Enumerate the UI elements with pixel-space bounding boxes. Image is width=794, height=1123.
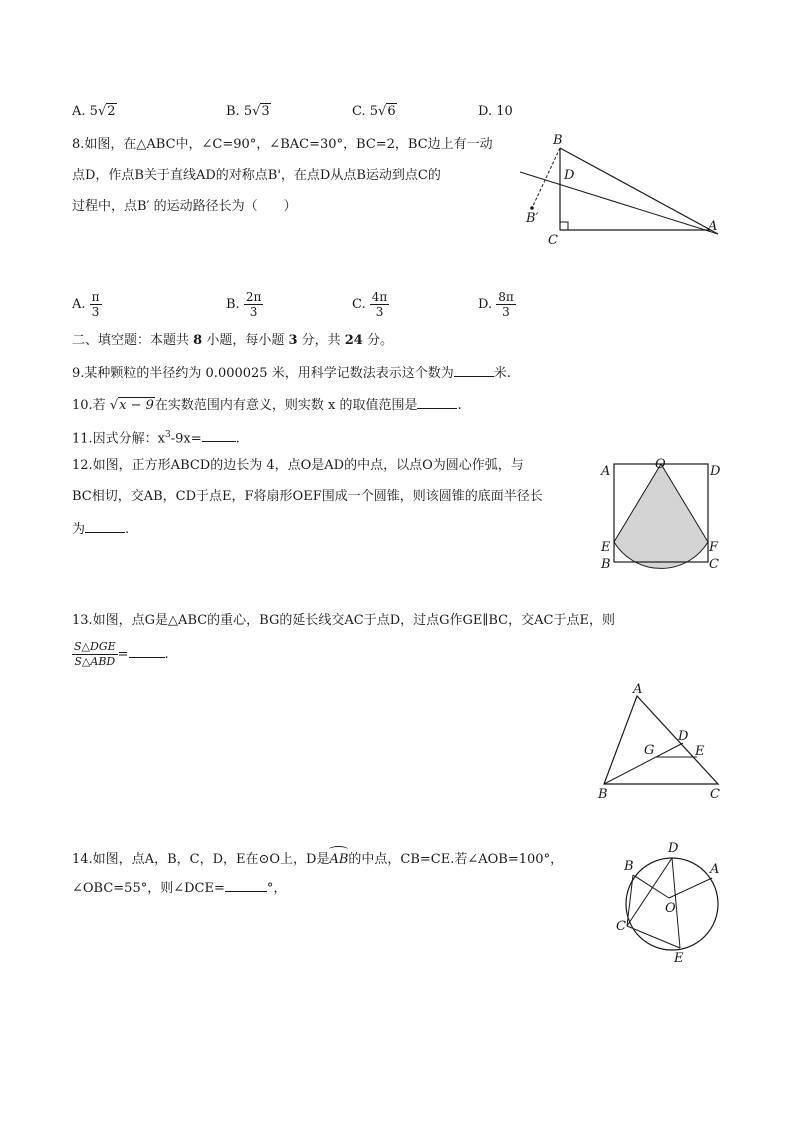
- q8-option-b: B. $\frac{2\pi}{3}$: [226, 290, 262, 319]
- q13-answer-blank[interactable]: [129, 643, 165, 658]
- q8-figure: [510, 130, 730, 250]
- q8-side-ab: [560, 148, 718, 234]
- q13-figure: [592, 682, 732, 804]
- q11-line: 11.因式分解：$x^3-9x=$ .: [72, 425, 240, 449]
- q13-line-1: 13.如图，点G是△ABC的重心，BG的延长线交AC于点D，过点G作GE∥BC，交AC于点E，则: [72, 613, 615, 628]
- q13-label-b: B: [598, 787, 608, 802]
- q9-line: 9.某种颗粒的半径约为 0.000025 米，用科学记数法表示这个数为 米.: [72, 362, 511, 384]
- q14-label-b: B: [624, 859, 634, 874]
- q12-line-2: BC相切，交AB，CD于点E，F将扇形OEF围成一个圆锥，则该圆锥的底面半径长: [72, 489, 543, 504]
- q8-label-bprime: B′: [526, 211, 539, 226]
- q12-label-d: D: [710, 464, 721, 479]
- q12-sector-oef: [614, 464, 708, 568]
- q8-label-d: D: [564, 168, 575, 183]
- q8-right-angle: [560, 222, 568, 230]
- q8-line-1: 8.如图，在△ABC中，∠C=90°，∠BAC=30°，BC=2，BC边上有一动: [72, 137, 493, 152]
- q8-point-bprime: [530, 206, 534, 210]
- q14-figure: [606, 838, 732, 968]
- q9-answer-blank[interactable]: [454, 362, 494, 377]
- q8-label-c: C: [548, 233, 558, 248]
- q10-answer-blank[interactable]: [417, 394, 457, 409]
- q12-line-3: 为 .: [72, 518, 129, 540]
- q12-label-f: F: [709, 540, 719, 555]
- q12-label-b: B: [601, 557, 611, 572]
- q7-option-b: B. 5√3: [226, 104, 270, 119]
- q8-line-2: 点D，作点B关于直线AD的对称点B'，在点D从点B运动到点C的: [72, 168, 441, 183]
- q8-line-3: 过程中，点B′ 的运动路径长为（ ）: [72, 199, 297, 214]
- q14-arc-ab: AB: [329, 846, 348, 870]
- q8-label-a: A: [708, 219, 718, 234]
- q14-label-c: C: [616, 919, 626, 934]
- q14-answer-blank[interactable]: [225, 877, 267, 892]
- q13-label-g: G: [644, 743, 655, 758]
- q12-label-c: C: [709, 557, 719, 572]
- section-2-heading: 二、填空题：本题共 8 小题，每小题 3 分，共 24 分。: [72, 333, 393, 348]
- q12-label-a: A: [601, 464, 611, 479]
- q7-option-c: C. 5√6: [352, 104, 396, 119]
- q12-answer-blank[interactable]: [85, 518, 125, 533]
- q14-seg-ce: [627, 926, 680, 948]
- q14-label-d: D: [668, 841, 679, 856]
- q8-option-d: D. $\frac{8\pi}{3}$: [478, 290, 514, 319]
- q13-label-c: C: [710, 787, 720, 802]
- q14-line-1: 14.如图，点A，B，C，D，E在⊙O上，D是 AB的中点，CB=CE.若∠AOB=100°，: [72, 846, 563, 870]
- q14-line-2: ∠OBC=55°，则∠DCE= °，: [72, 877, 286, 899]
- q13-label-d: D: [678, 729, 689, 744]
- q13-line-2: $\frac{\text{S△DGE}}{\text{S△ABD}}$ = .: [74, 640, 169, 668]
- q8-dashed-bb: [532, 148, 560, 208]
- q10-line: 10.若 √x − 9在实数范围内有意义，则实数 x 的取值范围是 .: [72, 394, 462, 416]
- q14-label-e: E: [674, 951, 684, 966]
- q13-label-e: E: [695, 744, 705, 759]
- q14-seg-ob: [633, 875, 669, 898]
- q7-option-d: D. 10: [478, 104, 513, 119]
- q12-label-e: E: [601, 540, 611, 555]
- q14-label-o: O: [665, 901, 676, 916]
- q14-label-a: A: [710, 862, 720, 877]
- q8-line-ad: [520, 172, 718, 234]
- q8-label-b: B: [553, 133, 563, 148]
- q12-line-1: 12.如图，正方形ABCD的边长为 4，点O是AD的中点，以点O为圆心作弧，与: [72, 458, 524, 473]
- q11-answer-blank[interactable]: [202, 427, 236, 442]
- q8-option-c: C. $\frac{4\pi}{3}$: [352, 290, 388, 319]
- q8-option-a: A. $\frac{\pi}{3}$: [72, 290, 100, 319]
- q13-triangle-abc: [604, 696, 718, 784]
- q12-figure: [596, 456, 726, 574]
- q13-label-a: A: [633, 682, 643, 697]
- q12-label-o: O: [655, 457, 666, 472]
- q7-option-a: A. 5√2: [72, 104, 116, 119]
